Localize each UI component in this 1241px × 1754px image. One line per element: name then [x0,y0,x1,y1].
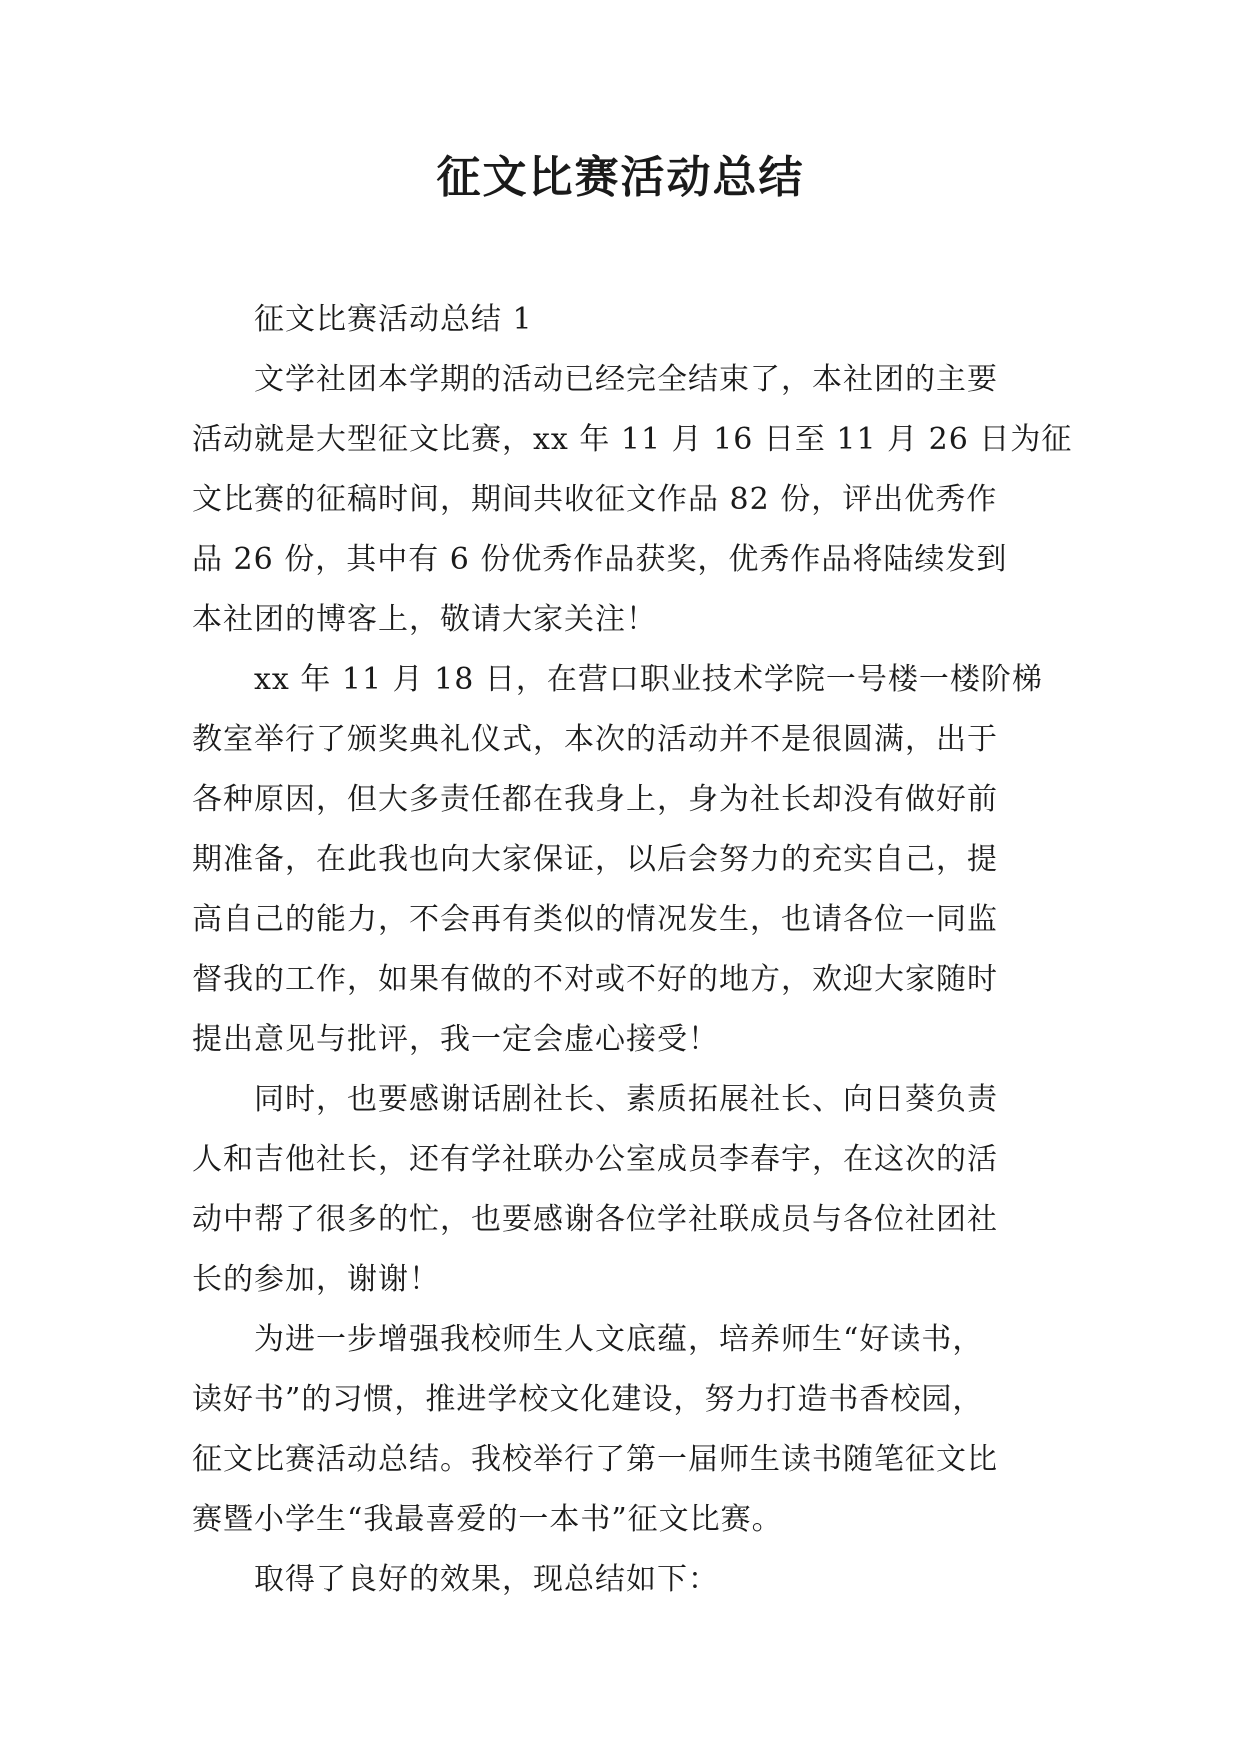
text-line: 为进一步增强我校师生人文底蕴，培养师生“好读书， [254,1322,984,1357]
text-line: 取得了良好的效果，现总结如下： [254,1562,719,1597]
text-line: 文学社团本学期的活动已经完全结束了，本社团的主要 [254,362,998,397]
text-line: 赛暨小学生“我最喜爱的一本书”征文比赛。 [192,1502,783,1537]
paragraph [192,290,1052,350]
text-line: 征文比赛活动总结。我校举行了第一届师生读书随笔征文比 [192,1442,998,1477]
text-line: 教室举行了颁奖典礼仪式，本次的活动并不是很圆满，出于 [192,722,998,757]
text-line: 征文比赛活动总结 1 [254,302,533,337]
paragraph [192,1070,1052,1310]
text-line: 提出意见与批评，我一定会虚心接受！ [192,1022,719,1057]
text-line: 督我的工作，如果有做的不对或不好的地方，欢迎大家随时 [192,962,998,997]
text-line: 长的参加，谢谢！ [192,1262,440,1297]
text-line: 高自己的能力，不会再有类似的情况发生，也请各位一同监 [192,902,998,937]
text-line: 本社团的博客上，敬请大家关注！ [192,602,657,637]
text-line: 读好书”的习惯，推进学校文化建设，努力打造书香校园， [192,1382,984,1417]
document-body [192,290,1073,1610]
text-line: 人和吉他社长，还有学社联办公室成员李春宇，在这次的活 [192,1142,998,1177]
text-line: 各种原因，但大多责任都在我身上，身为社长却没有做好前 [192,782,998,817]
paragraph [192,1310,1052,1550]
paragraph [192,350,1073,650]
text-line: 期准备，在此我也向大家保证，以后会努力的充实自己，提 [192,842,998,877]
text-line: xx 年 11 月 18 日，在营口职业技术学院一号楼一楼阶梯 [254,662,1043,697]
paragraph [192,1550,1052,1610]
document-title: 征文比赛活动总结 [436,152,805,203]
text-line: 动中帮了很多的忙，也要感谢各位学社联成员与各位社团社 [192,1202,998,1237]
paragraph [192,650,1052,1070]
text-line: 品 26 份，其中有 6 份优秀作品获奖，优秀作品将陆续发到 [192,542,1008,577]
text-line: 文比赛的征稿时间，期间共收征文作品 82 份，评出优秀作 [192,482,998,517]
text-line: 活动就是大型征文比赛，xx 年 11 月 16 日至 11 月 26 日为征 [192,422,1073,457]
text-line: 同时，也要感谢话剧社长、素质拓展社长、向日葵负责 [254,1082,998,1117]
